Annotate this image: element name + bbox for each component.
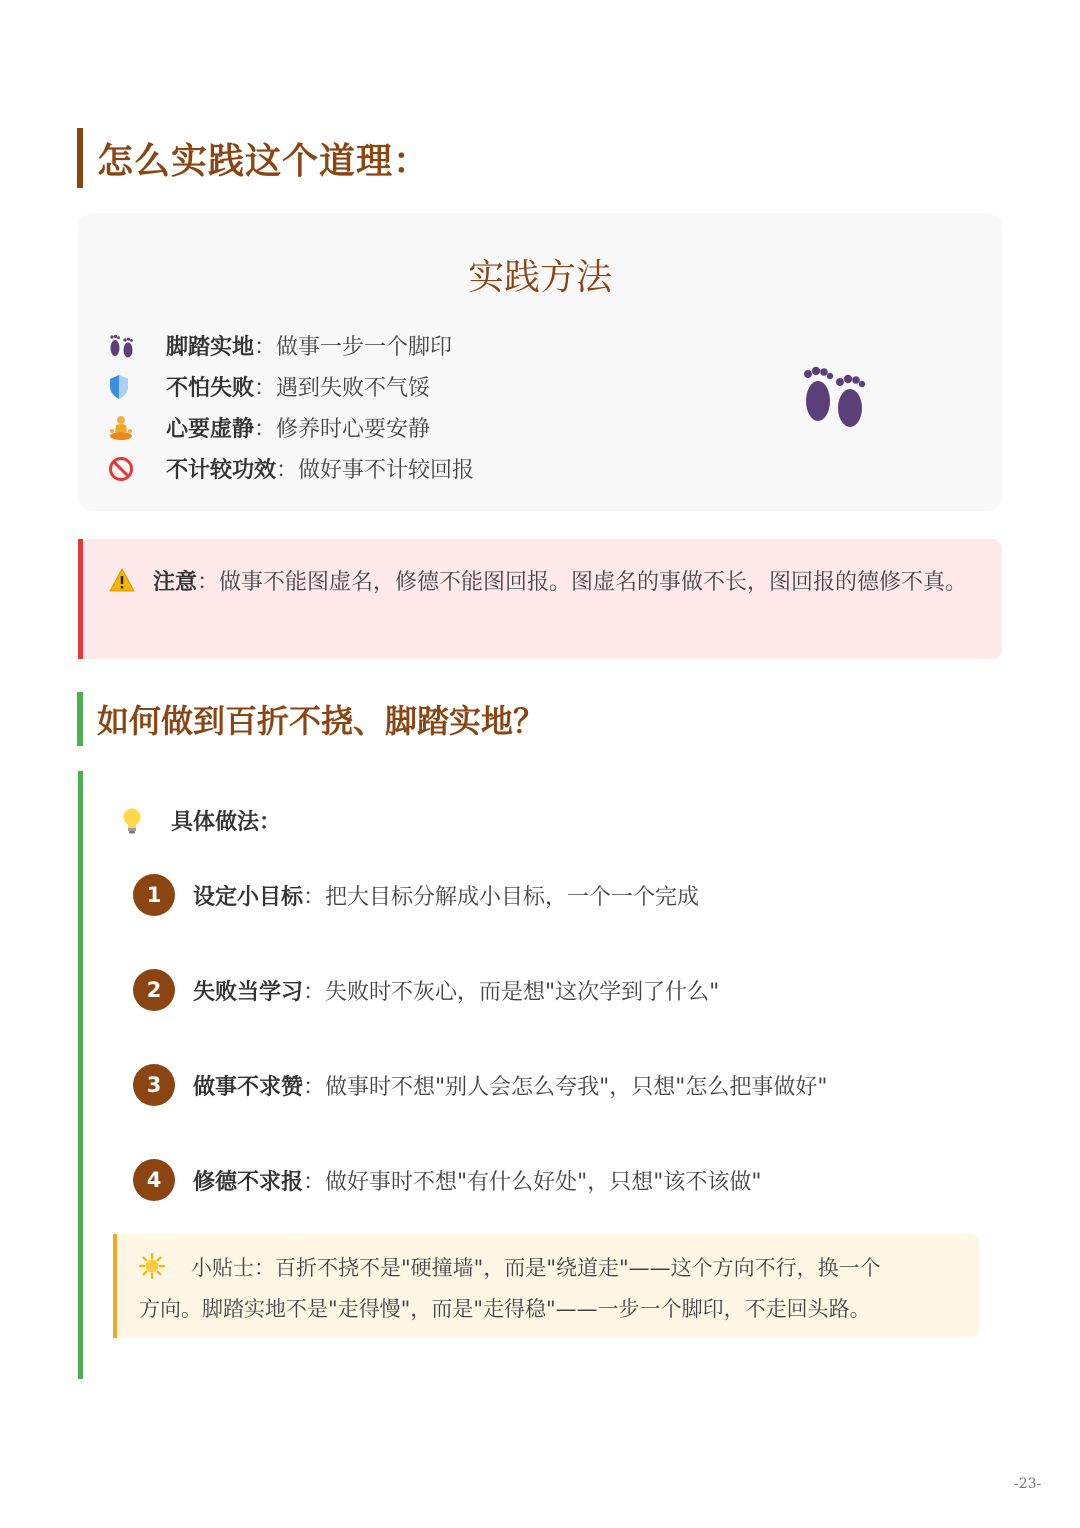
item-label: 不计较功效 [166,458,277,483]
step-desc: ：把大目标分解成小目标，一个一个完成 [303,884,700,910]
method-title: 具体做法： [171,810,282,835]
list-item [133,969,719,1011]
item-label: 心要虚静 [166,417,255,442]
step-label: 做事不求赞 [193,1074,304,1100]
step-label: 修德不求报 [193,1169,304,1195]
item-label: 脚踏实地 [166,335,255,360]
step-label: 失败当学习 [193,979,304,1005]
sun-icon [139,1253,165,1291]
item-desc: ：修养时心要安静 [254,417,431,442]
section-heading-how [77,692,545,746]
step-number: 3 [133,1064,175,1106]
warning-text: ：做事不能图虚名，修德不能图回报。图虚名的事做不长，图回报的德修不真。 [197,570,968,595]
list-item [108,448,474,489]
tip-text-2: 方向。脚踏实地不是"走得慢"，而是"走得稳"——一步一个脚印，不走回头路。 [139,1297,871,1321]
list-item [133,1159,762,1201]
warning-icon [109,566,135,606]
practice-title: 实践方法 [467,257,612,298]
list-item [133,1064,828,1106]
list-item [133,874,699,916]
item-desc: ：做好事不计较回报 [276,458,475,483]
tip-callout [113,1234,979,1338]
tip-text-1: 小贴士：百折不挠不是"硬撞墙"，而是"绕道走"——这个方向不行，换一个 [191,1256,881,1280]
item-desc: ：遇到失败不气馁 [254,376,431,401]
item-label: 不怕失败 [166,376,255,401]
shield-icon [108,374,166,400]
footprints-icon [108,334,166,358]
warning-callout [78,539,1002,659]
practice-methods-card [78,213,1002,511]
list-item [108,407,474,448]
page-number: -23- [1014,1476,1042,1492]
step-desc: ：做事时不想"别人会怎么夸我"，只想"怎么把事做好" [303,1074,828,1100]
item-desc: ：做事一步一个脚印 [254,335,453,360]
section-heading-practice [77,128,430,188]
step-number: 1 [133,874,175,916]
step-label: 设定小目标 [193,884,304,910]
list-item [108,366,474,407]
method-section [78,771,988,1379]
step-number: 2 [133,969,175,1011]
footprints-icon [800,363,870,437]
step-desc: ：做好事时不想"有什么好处"，只想"该不该做" [303,1169,762,1195]
meditation-icon [108,415,166,441]
prohibited-icon [108,456,166,482]
step-number: 4 [133,1159,175,1201]
tip-line-1 [139,1250,959,1291]
heading-text: 如何做到百折不挠、脚踏实地？ [97,702,546,740]
warning-label: 注意 [153,570,198,595]
list-item [108,325,474,366]
method-heading [121,805,281,836]
lightbulb-icon [121,807,143,835]
heading-text: 怎么实践这个道理： [97,140,431,182]
step-desc: ：失败时不灰心，而是想"这次学到了什么" [303,979,720,1005]
practice-list [108,325,474,489]
